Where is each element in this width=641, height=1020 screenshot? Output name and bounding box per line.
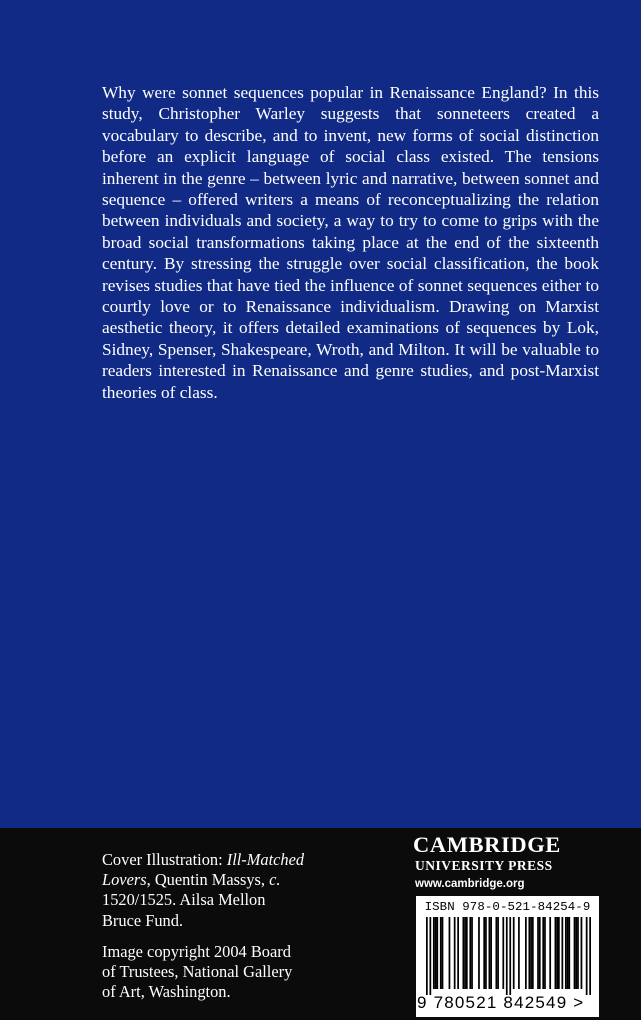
barcode-bar — [464, 917, 466, 989]
barcode-bar — [497, 917, 499, 989]
barcode-digits: 9 780521 842549 > — [417, 993, 585, 1012]
barcode-bar — [532, 917, 534, 989]
barcode-bar — [429, 917, 431, 995]
barcode-bar — [454, 917, 456, 989]
barcode-bar — [495, 917, 497, 989]
barcode-bar — [525, 917, 527, 989]
barcode-bar — [502, 917, 504, 989]
barcode-bar — [483, 917, 485, 989]
barcode-bar — [561, 917, 563, 989]
publisher-website: www.cambridge.org — [415, 878, 525, 890]
publisher-logo-line1: CAMBRIDGE — [413, 832, 561, 857]
barcode-graphic — [426, 917, 591, 995]
footer-band — [0, 828, 641, 1020]
image-copyright: Image copyright 2004 Board of Trustees, National Gallery of Art, Washington. — [102, 941, 293, 1002]
barcode-bar — [537, 917, 539, 989]
barcode-bar — [542, 917, 544, 989]
artist-separator: , — [146, 870, 151, 890]
barcode-bar — [565, 917, 567, 989]
barcode-bar — [555, 917, 557, 989]
isbn-barcode-box — [416, 896, 599, 1017]
barcode-bar — [556, 917, 558, 989]
barcode-bar — [568, 917, 570, 989]
barcode-bar — [462, 917, 464, 989]
artist-name: Quentin Massys, — [154, 870, 270, 890]
barcode-bar — [589, 917, 591, 995]
barcode-bar — [426, 917, 428, 995]
barcode-bar — [509, 917, 511, 995]
publisher-logo-line2: UNIVERSITY PRESS — [415, 858, 553, 873]
barcode-bar — [530, 917, 532, 989]
barcode-bar — [436, 917, 438, 989]
publisher-block — [413, 832, 599, 892]
barcode-bar — [586, 917, 588, 995]
barcode-bar — [469, 917, 471, 989]
barcode-bar — [457, 917, 459, 989]
barcode-bar — [489, 917, 491, 989]
date-and-fund: 1520/1525. Ailsa Mellon Bruce Fund. — [102, 890, 266, 930]
barcode-bar — [440, 917, 442, 989]
barcode-bar — [539, 917, 541, 989]
cover-illustration-credit — [102, 850, 307, 931]
barcode-bar — [549, 917, 551, 989]
barcode-bar — [449, 917, 451, 989]
circa-abbrev: c. — [269, 870, 281, 890]
barcode-bar — [471, 917, 473, 989]
barcode-bar — [518, 917, 520, 989]
barcode-bar — [544, 917, 546, 989]
barcode-bar — [506, 917, 508, 995]
artwork-title: Ill-Matched Lovers — [102, 850, 305, 890]
barcode-bar — [433, 917, 435, 989]
cover-credits — [102, 850, 307, 1013]
barcode-bar — [528, 917, 530, 989]
barcode-bar — [575, 917, 577, 989]
barcode-bar — [478, 917, 480, 989]
barcode-bar — [490, 917, 492, 989]
isbn-label: ISBN 978-0-521-84254-9 — [424, 900, 591, 914]
barcode-bar — [558, 917, 560, 989]
barcode-bar — [466, 917, 468, 989]
barcode-bar — [442, 917, 444, 989]
barcode-bar — [567, 917, 569, 989]
barcode-bar — [581, 917, 583, 989]
barcode-bar — [435, 917, 437, 989]
book-description: Why were sonnet sequences popular in Renaissance England? In this study, Christopher Warley suggests that sonneteers created a vocabulary to describe, and to invent, new forms of social distinction before an explicit language of social class existed. The tensions inherent in the genre – between lyric and narrative, between sonnet and sequence – offered writers a means of reconceptualizing the relation between individuals and society, a way to try to come to grips with the broad social transformations taking place at the end of the sixteenth century. By stressing the struggle over social classification, the book revises studies that have tied the influence of sonnet sequences either to courtly love or to Renaissance individualism. Drawing on Marxist aesthetic theory, it offers detailed examinations of sequences by Lok, Sidney, Spenser, Shakespeare, Wroth, and Milton. It will be valuable to readers interested in Renaissance and genre studies, and post-Marxist theories of class. — [102, 83, 599, 402]
cover-label: Cover Illustration: — [102, 850, 227, 869]
barcode-bar — [485, 917, 487, 989]
barcode-bar — [577, 917, 579, 989]
barcode-bar — [513, 917, 515, 989]
barcode-bar — [574, 917, 576, 989]
